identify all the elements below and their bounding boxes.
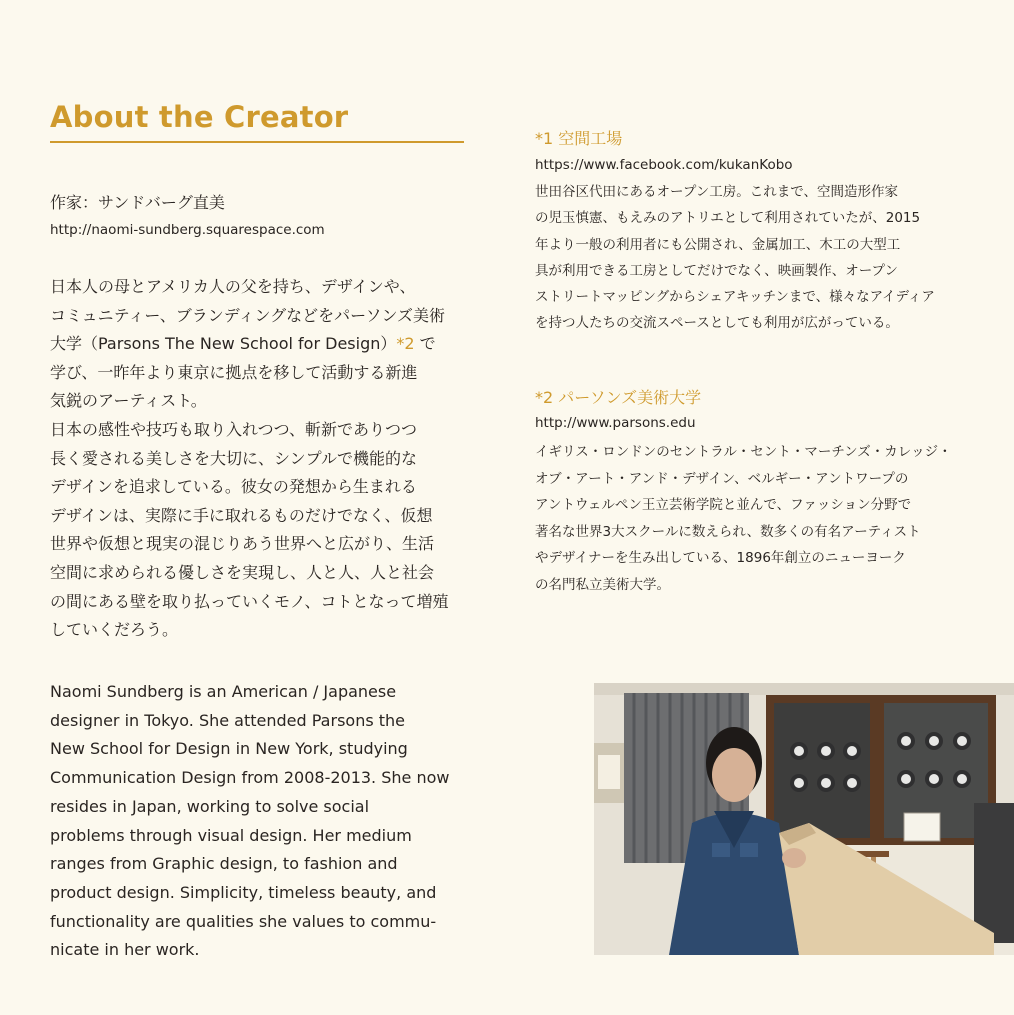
footnote-1-title: *1 空間工場	[535, 129, 623, 148]
footnote-line: イギリス・ロンドンのセントラル・セント・マーチンズ・カレッジ・	[535, 444, 952, 460]
jp-bio-line: の間にある壁を取り払っていくモノ、コトとなって増殖	[50, 591, 449, 611]
footnote-1-body	[535, 179, 975, 337]
footnote-line: 具が利用できる工房としてだけでなく、映画製作、オープン	[535, 262, 899, 279]
footnote-2-body	[535, 439, 975, 599]
footnote-ref-2[interactable]: *2	[396, 334, 415, 354]
en-bio-line: nicate in her work.	[50, 940, 200, 960]
creator-name: 作家：サンドバーグ直美	[50, 193, 225, 212]
jp-bio-line: 世界や仮想と現実の混じりあう世界へと広がり、生活	[50, 534, 435, 554]
en-bio-line: problems through visual design. Her medium	[50, 825, 412, 845]
footnote-line: の児玉慎憲、もえみのアトリエとして利用されていたが、2015	[535, 210, 921, 227]
en-bio-line: designer in Tokyo. She attended Parsons the	[50, 710, 406, 730]
footnote-line: 世田谷区代田にあるオープン工房。これまで、空間造形作家	[535, 184, 899, 200]
creator-url[interactable]: http://naomi-sundberg.squarespace.com	[50, 222, 325, 238]
en-bio-line: ranges from Graphic design, to fashion and	[50, 854, 398, 874]
footnote-line: を持つ人たちの交流スペースとしても利用が広がっている。	[535, 315, 899, 332]
jp-bio-line: 学び、一昨年より東京に拠点を移して活動する新進	[50, 362, 418, 382]
heading-underline	[50, 141, 464, 143]
en-bio-line: Naomi Sundberg is an American / Japanese	[50, 682, 397, 701]
footnote-line: オブ・アート・アンド・デザイン、ベルギー・アントワープの	[535, 470, 909, 487]
jp-bio-line: 日本人の母とアメリカ人の父を持ち、デザインや、	[50, 277, 416, 296]
jp-bio-line-with-ref	[50, 330, 480, 359]
footnote-line: の名門私立美術大学。	[535, 576, 670, 593]
jp-bio-line: コミュニティー、ブランディングなどをパーソンズ美術	[50, 305, 446, 325]
footnote-line: ストリートマッピングからシェアキッチンまで、様々なアイディア	[535, 289, 935, 306]
jp-bio-line: 日本の感性や技巧も取り入れつつ、斬新でありつつ	[50, 419, 418, 439]
footnote-line: 年より一般の利用者にも公開され、金属加工、木工の大型工	[535, 236, 901, 253]
footnote-line: アントウェルペン王立芸術学院と並んで、ファッション分野で	[535, 497, 912, 514]
footnote-line: やデザイナーを生み出している、1896年創立のニューヨーク	[535, 550, 906, 567]
jp-bio-ref-suffix: で	[414, 334, 436, 354]
jp-bio-line: 空間に求められる優しさを実現し、人と人、人と社会	[50, 562, 435, 582]
footnote-2-title: *2 パーソンズ美術大学	[535, 388, 702, 407]
section-heading: About the Creator	[50, 100, 349, 134]
jp-bio-line: 長く愛される美しさを大切に、シンプルで機能的な	[50, 448, 417, 468]
footnote-2-url[interactable]: http://www.parsons.edu	[535, 415, 696, 431]
footnote-line: 著名な世界3大スクールに数えられ、数多くの有名アーティスト	[535, 523, 921, 540]
jp-bio-line: デザインは、実際に手に取れるものだけでなく、仮想	[50, 505, 433, 525]
jp-bio-line: 気鋭のアーティスト。	[50, 391, 207, 411]
english-bio	[50, 678, 490, 965]
en-bio-line: Communication Design from 2008-2013. She now	[50, 768, 450, 788]
en-bio-line: New School for Design in New York, studying	[50, 739, 408, 759]
en-bio-line: product design. Simplicity, timeless beauty, and	[50, 882, 437, 902]
workshop-photo-illustration	[594, 683, 1014, 955]
creator-photo	[594, 683, 1014, 955]
jp-bio-line: デザインを追求している。彼女の発想から生まれる	[50, 477, 417, 497]
japanese-bio	[50, 273, 480, 645]
en-bio-line: resides in Japan, working to solve social	[50, 796, 370, 816]
en-bio-line: functionality are qualities she values to commu-	[50, 911, 437, 931]
jp-bio-line: 大学（Parsons The New School for Design）	[50, 334, 397, 354]
footnote-1-url[interactable]: https://www.facebook.com/kukanKobo	[535, 157, 793, 173]
jp-bio-line: していくだろう。	[50, 620, 179, 640]
